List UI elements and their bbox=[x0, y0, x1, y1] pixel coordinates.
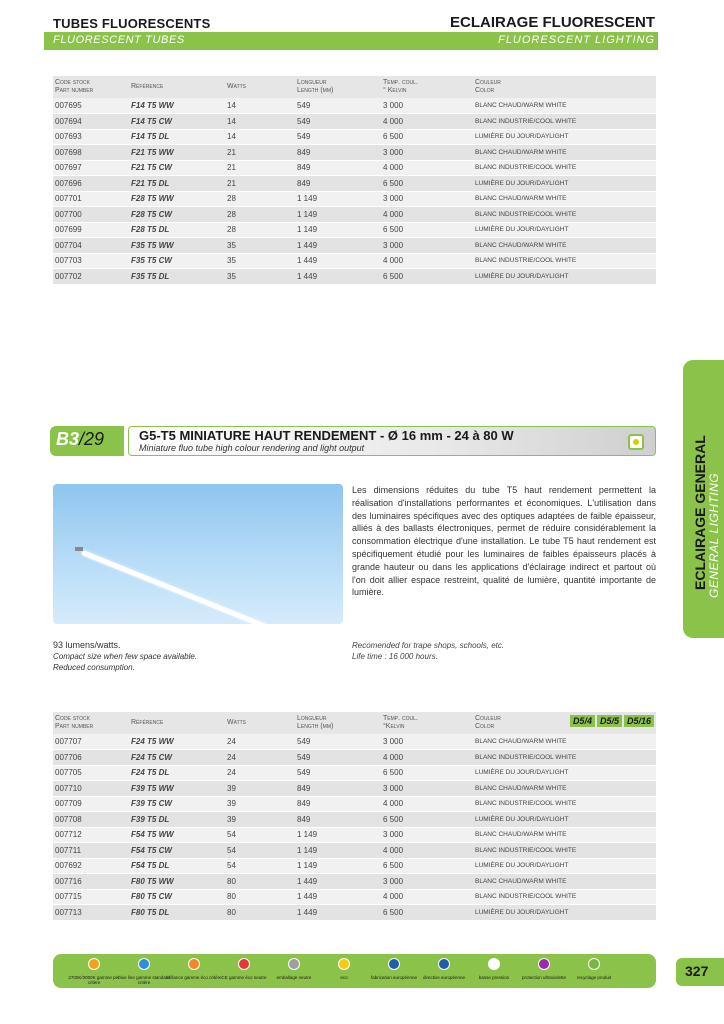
certification-icon bbox=[88, 958, 100, 970]
certification-icon bbox=[438, 958, 450, 970]
header-right-title: ECLAIRAGE FLUORESCENT bbox=[449, 14, 655, 31]
cell-color: LUMIÈRE DU JOUR/DAYLIGHT bbox=[473, 269, 656, 285]
cell-color: LUMIÈRE DU JOUR/DAYLIGHT bbox=[473, 812, 656, 828]
col-code-fr: Code stock bbox=[55, 715, 90, 722]
usage-line-1: Recomended for trape shops, schools, etc. bbox=[352, 641, 505, 650]
certification-label: eco bbox=[340, 975, 348, 980]
cell-watts: 35 bbox=[225, 269, 295, 285]
cell-color: LUMIÈRE DU JOUR/DAYLIGHT bbox=[473, 905, 656, 921]
cell-temp: 6 500 bbox=[381, 222, 473, 238]
cell-reference: F14 T5 WW bbox=[129, 98, 225, 114]
col-color bbox=[473, 712, 656, 734]
cell-temp: 6 500 bbox=[381, 858, 473, 874]
cell-temp: 6 500 bbox=[381, 129, 473, 145]
badge-d5-5: D5/5 bbox=[597, 715, 622, 727]
cell-code: 007709 bbox=[53, 796, 129, 812]
cell-length: 849 bbox=[295, 781, 381, 797]
table-row bbox=[53, 796, 656, 812]
col-watts: Watts bbox=[225, 76, 295, 98]
cell-code: 007710 bbox=[53, 781, 129, 797]
table-row bbox=[53, 812, 656, 828]
certification-icon bbox=[188, 958, 200, 970]
certification-label: CE gamme éco neutre bbox=[221, 975, 267, 980]
certification-label: 2700K/3000K gamme per critère bbox=[68, 975, 120, 985]
cell-watts: 28 bbox=[225, 222, 295, 238]
cell-code: 007698 bbox=[53, 145, 129, 161]
table-row bbox=[53, 843, 656, 859]
cell-length: 849 bbox=[295, 812, 381, 828]
header-left-title: TUBES FLUORESCENTS bbox=[53, 16, 211, 31]
certification-label: basse pression bbox=[478, 975, 510, 980]
badge-d5-4: D5/4 bbox=[570, 715, 595, 727]
usage-notes bbox=[352, 640, 504, 662]
side-tab-subtitle: GENERAL LIGHTING bbox=[707, 472, 721, 598]
cell-length: 1 149 bbox=[295, 858, 381, 874]
table-row bbox=[53, 734, 656, 750]
cell-watts: 21 bbox=[225, 160, 295, 176]
cell-color: BLANC INDUSTRIE/COOL WHITE bbox=[473, 750, 656, 766]
cell-length: 1 449 bbox=[295, 238, 381, 254]
cell-color: BLANC INDUSTRIE/COOL WHITE bbox=[473, 114, 656, 130]
col-color-en: Color bbox=[475, 87, 495, 94]
cell-reference: F39 T5 WW bbox=[129, 781, 225, 797]
certification-icon bbox=[138, 958, 150, 970]
cell-reference: F24 T5 WW bbox=[129, 734, 225, 750]
col-temp-fr: Temp. coul. bbox=[383, 715, 418, 722]
cell-color: BLANC INDUSTRIE/COOL WHITE bbox=[473, 160, 656, 176]
certification-label: emballage neutre bbox=[276, 975, 312, 980]
cell-temp: 3 000 bbox=[381, 781, 473, 797]
col-length-en: Length (mm) bbox=[297, 723, 334, 730]
table-row bbox=[53, 191, 656, 207]
cell-temp: 4 000 bbox=[381, 114, 473, 130]
cell-code: 007700 bbox=[53, 207, 129, 223]
cell-temp: 4 000 bbox=[381, 750, 473, 766]
col-temp bbox=[381, 76, 473, 98]
table-row bbox=[53, 269, 656, 285]
section-code bbox=[50, 426, 124, 456]
spec-table-t5-ho bbox=[53, 712, 656, 921]
certification-icon bbox=[288, 958, 300, 970]
cell-code: 007701 bbox=[53, 191, 129, 207]
cell-code: 007694 bbox=[53, 114, 129, 130]
cell-code: 007697 bbox=[53, 160, 129, 176]
table-header-row bbox=[53, 76, 656, 98]
cell-length: 849 bbox=[295, 176, 381, 192]
lumen-line-1: 93 lumens/watts. bbox=[53, 640, 121, 650]
spec-table-t5 bbox=[53, 76, 656, 285]
certification-icon bbox=[388, 958, 400, 970]
cell-length: 1 449 bbox=[295, 905, 381, 921]
cell-temp: 3 000 bbox=[381, 827, 473, 843]
cell-temp: 6 500 bbox=[381, 812, 473, 828]
col-length bbox=[295, 76, 381, 98]
cell-watts: 80 bbox=[225, 889, 295, 905]
cell-length: 1 449 bbox=[295, 269, 381, 285]
cell-temp: 3 000 bbox=[381, 238, 473, 254]
cell-reference: F80 T5 DL bbox=[129, 905, 225, 921]
certification-label: recyclage produit bbox=[576, 975, 612, 980]
table-row bbox=[53, 129, 656, 145]
cell-code: 007716 bbox=[53, 874, 129, 890]
lamp-base-icon bbox=[628, 434, 644, 450]
lumen-line-2: Compact size when few space available. bbox=[53, 652, 198, 661]
fluorescent-tube-image bbox=[81, 550, 315, 624]
table-row bbox=[53, 114, 656, 130]
col-watts: Watts bbox=[225, 712, 295, 734]
cell-temp: 6 500 bbox=[381, 765, 473, 781]
cell-color: BLANC INDUSTRIE/COOL WHITE bbox=[473, 253, 656, 269]
table-row bbox=[53, 160, 656, 176]
col-code-fr: Code stock bbox=[55, 79, 90, 86]
page-number: 327 bbox=[676, 958, 724, 986]
cell-code: 007711 bbox=[53, 843, 129, 859]
cell-code: 007713 bbox=[53, 905, 129, 921]
cell-reference: F54 T5 DL bbox=[129, 858, 225, 874]
certification-label: protection ultraviolette bbox=[521, 975, 567, 980]
cell-watts: 54 bbox=[225, 858, 295, 874]
cell-temp: 4 000 bbox=[381, 889, 473, 905]
usage-line-2: Life time : 16 000 hours. bbox=[352, 652, 438, 661]
cell-reference: F28 T5 DL bbox=[129, 222, 225, 238]
table-row bbox=[53, 765, 656, 781]
cell-code: 007692 bbox=[53, 858, 129, 874]
table-row bbox=[53, 750, 656, 766]
cell-color: BLANC INDUSTRIE/COOL WHITE bbox=[473, 207, 656, 223]
cell-watts: 54 bbox=[225, 827, 295, 843]
ballast-badges bbox=[568, 715, 654, 727]
cell-code: 007712 bbox=[53, 827, 129, 843]
cell-color: LUMIÈRE DU JOUR/DAYLIGHT bbox=[473, 858, 656, 874]
cell-color: BLANC CHAUD/WARM WHITE bbox=[473, 191, 656, 207]
certification-label: fabrication européenne bbox=[370, 975, 418, 980]
cell-length: 1 149 bbox=[295, 191, 381, 207]
section-title: G5-T5 MINIATURE HAUT RENDEMENT - Ø 16 mm - 24 à 80 W bbox=[139, 428, 514, 443]
cell-reference: F28 T5 WW bbox=[129, 191, 225, 207]
cell-reference: F35 T5 CW bbox=[129, 253, 225, 269]
col-length bbox=[295, 712, 381, 734]
cell-watts: 28 bbox=[225, 207, 295, 223]
lumen-line-3: Reduced consumption. bbox=[53, 663, 135, 672]
col-code-en: Part number bbox=[55, 723, 94, 730]
cell-color: BLANC CHAUD/WARM WHITE bbox=[473, 827, 656, 843]
cell-code: 007695 bbox=[53, 98, 129, 114]
cell-temp: 4 000 bbox=[381, 843, 473, 859]
cell-temp: 4 000 bbox=[381, 796, 473, 812]
cell-color: BLANC CHAUD/WARM WHITE bbox=[473, 781, 656, 797]
cell-watts: 24 bbox=[225, 734, 295, 750]
cell-watts: 21 bbox=[225, 145, 295, 161]
cell-temp: 3 000 bbox=[381, 734, 473, 750]
cell-reference: F21 T5 WW bbox=[129, 145, 225, 161]
cell-color: BLANC INDUSTRIE/COOL WHITE bbox=[473, 843, 656, 859]
section-code-number: /29 bbox=[79, 429, 105, 449]
cell-color: BLANC CHAUD/WARM WHITE bbox=[473, 98, 656, 114]
product-photo bbox=[53, 484, 343, 624]
table-row bbox=[53, 905, 656, 921]
table-row bbox=[53, 207, 656, 223]
cell-reference: F24 T5 CW bbox=[129, 750, 225, 766]
table-row bbox=[53, 145, 656, 161]
table-header-row bbox=[53, 712, 656, 734]
cell-watts: 80 bbox=[225, 874, 295, 890]
col-code bbox=[53, 712, 129, 734]
col-color-en: Color bbox=[475, 723, 495, 730]
col-code bbox=[53, 76, 129, 98]
cell-temp: 3 000 bbox=[381, 98, 473, 114]
col-temp-fr: Temp. coul. bbox=[383, 79, 418, 86]
cell-watts: 24 bbox=[225, 750, 295, 766]
section-code-letter: B3 bbox=[56, 429, 80, 449]
certification-icon bbox=[588, 958, 600, 970]
col-temp-en: °Kelvin bbox=[383, 723, 405, 730]
certification-icon bbox=[238, 958, 250, 970]
cell-temp: 3 000 bbox=[381, 874, 473, 890]
cell-temp: 6 500 bbox=[381, 269, 473, 285]
cell-color: LUMIÈRE DU JOUR/DAYLIGHT bbox=[473, 129, 656, 145]
cell-length: 549 bbox=[295, 750, 381, 766]
cell-length: 1 449 bbox=[295, 874, 381, 890]
table-row bbox=[53, 238, 656, 254]
cell-color: BLANC CHAUD/WARM WHITE bbox=[473, 145, 656, 161]
cell-temp: 4 000 bbox=[381, 160, 473, 176]
cell-reference: F14 T5 CW bbox=[129, 114, 225, 130]
cell-color: LUMIÈRE DU JOUR/DAYLIGHT bbox=[473, 222, 656, 238]
cell-length: 849 bbox=[295, 145, 381, 161]
cell-length: 549 bbox=[295, 765, 381, 781]
table-row bbox=[53, 222, 656, 238]
certification-label: brillance gamme éco critère bbox=[166, 975, 222, 980]
cell-watts: 14 bbox=[225, 129, 295, 145]
cell-reference: F35 T5 DL bbox=[129, 269, 225, 285]
cell-length: 549 bbox=[295, 129, 381, 145]
cell-temp: 3 000 bbox=[381, 145, 473, 161]
cell-color: LUMIÈRE DU JOUR/DAYLIGHT bbox=[473, 765, 656, 781]
cell-code: 007715 bbox=[53, 889, 129, 905]
col-length-fr: Longueur bbox=[297, 715, 327, 722]
side-tab-title: ECLAIRAGE GENERAL bbox=[692, 435, 708, 590]
cell-watts: 54 bbox=[225, 843, 295, 859]
cell-reference: F80 T5 WW bbox=[129, 874, 225, 890]
cell-watts: 80 bbox=[225, 905, 295, 921]
section-subtitle: Miniature fluo tube high colour rendering and light output bbox=[139, 443, 365, 453]
cell-watts: 35 bbox=[225, 253, 295, 269]
cell-code: 007696 bbox=[53, 176, 129, 192]
col-temp-en: ° Kelvin bbox=[383, 87, 407, 94]
cell-reference: F21 T5 DL bbox=[129, 176, 225, 192]
cell-reference: F80 T5 CW bbox=[129, 889, 225, 905]
cell-watts: 39 bbox=[225, 781, 295, 797]
cell-length: 849 bbox=[295, 160, 381, 176]
cell-watts: 14 bbox=[225, 98, 295, 114]
cell-code: 007708 bbox=[53, 812, 129, 828]
col-length-en: Length (mm) bbox=[297, 87, 334, 94]
lumen-notes bbox=[53, 640, 197, 673]
col-length-fr: Longueur bbox=[297, 79, 327, 86]
table-row bbox=[53, 874, 656, 890]
table-row bbox=[53, 253, 656, 269]
cell-color: BLANC CHAUD/WARM WHITE bbox=[473, 238, 656, 254]
cell-watts: 24 bbox=[225, 765, 295, 781]
cell-code: 007702 bbox=[53, 269, 129, 285]
header-left-subtitle: FLUORESCENT TUBES bbox=[53, 34, 185, 46]
cell-temp: 4 000 bbox=[381, 207, 473, 223]
cell-code: 007704 bbox=[53, 238, 129, 254]
product-description: Les dimensions réduites du tube T5 haut rendement permettent la réalisation d'installations performantes et économiques. L'utilisation dans des luminaires spécifiques avec des optiques adaptées de faible épaisseur, alliés à des ballasts électroniques, permet de réduire considérablement la consommation électrique d'une installation. Le tube T5 haut rendement est spécifiquement étudié pour les luminaires de faibles épaisseurs placés à grande hauteur ou dans les applications d'éclairage indirect et partout où l'on doit allier espace restreint, qualité de lumière, quantité importante de lumière. bbox=[352, 485, 656, 598]
header-right-subtitle: FLUORESCENT LIGHTING bbox=[498, 34, 655, 46]
cell-temp: 6 500 bbox=[381, 176, 473, 192]
cell-color: BLANC CHAUD/WARM WHITE bbox=[473, 874, 656, 890]
table-row bbox=[53, 98, 656, 114]
col-temp bbox=[381, 712, 473, 734]
cell-watts: 39 bbox=[225, 812, 295, 828]
cell-reference: F14 T5 DL bbox=[129, 129, 225, 145]
cell-reference: F39 T5 CW bbox=[129, 796, 225, 812]
cell-length: 1 449 bbox=[295, 889, 381, 905]
table-row bbox=[53, 858, 656, 874]
table-row bbox=[53, 827, 656, 843]
certification-icon bbox=[338, 958, 350, 970]
certification-label: blue line gamme standard critère bbox=[118, 975, 170, 985]
cell-reference: F24 T5 DL bbox=[129, 765, 225, 781]
tube-pin-left-icon bbox=[75, 547, 83, 551]
table-row bbox=[53, 176, 656, 192]
cell-code: 007706 bbox=[53, 750, 129, 766]
cell-color: BLANC INDUSTRIE/COOL WHITE bbox=[473, 889, 656, 905]
cell-code: 007693 bbox=[53, 129, 129, 145]
cell-color: BLANC CHAUD/WARM WHITE bbox=[473, 734, 656, 750]
cell-length: 1 149 bbox=[295, 827, 381, 843]
col-reference: Référence bbox=[129, 712, 225, 734]
cell-color: BLANC INDUSTRIE/COOL WHITE bbox=[473, 796, 656, 812]
cell-watts: 14 bbox=[225, 114, 295, 130]
cell-code: 007707 bbox=[53, 734, 129, 750]
col-color bbox=[473, 76, 656, 98]
cell-temp: 4 000 bbox=[381, 253, 473, 269]
cell-length: 1 149 bbox=[295, 222, 381, 238]
badge-d5-16: D5/16 bbox=[624, 715, 654, 727]
cell-code: 007703 bbox=[53, 253, 129, 269]
cell-code: 007705 bbox=[53, 765, 129, 781]
cell-watts: 21 bbox=[225, 176, 295, 192]
cell-code: 007699 bbox=[53, 222, 129, 238]
cell-length: 849 bbox=[295, 796, 381, 812]
certification-icon bbox=[538, 958, 550, 970]
cell-length: 549 bbox=[295, 114, 381, 130]
cell-watts: 39 bbox=[225, 796, 295, 812]
cell-temp: 6 500 bbox=[381, 905, 473, 921]
col-code-en: Part number bbox=[55, 87, 94, 94]
certification-label: directive européenne bbox=[422, 975, 466, 980]
cell-reference: F35 T5 WW bbox=[129, 238, 225, 254]
cell-length: 1 149 bbox=[295, 207, 381, 223]
cell-watts: 28 bbox=[225, 191, 295, 207]
cell-reference: F54 T5 WW bbox=[129, 827, 225, 843]
cell-temp: 3 000 bbox=[381, 191, 473, 207]
cell-watts: 35 bbox=[225, 238, 295, 254]
cell-color: LUMIÈRE DU JOUR/DAYLIGHT bbox=[473, 176, 656, 192]
col-color-fr: Couleur bbox=[475, 715, 501, 722]
cell-reference: F39 T5 DL bbox=[129, 812, 225, 828]
cell-length: 1 449 bbox=[295, 253, 381, 269]
cell-reference: F28 T5 CW bbox=[129, 207, 225, 223]
cell-length: 1 149 bbox=[295, 843, 381, 859]
col-color-fr: Couleur bbox=[475, 79, 501, 86]
table-row bbox=[53, 781, 656, 797]
col-reference: Référence bbox=[129, 76, 225, 98]
cell-reference: F21 T5 CW bbox=[129, 160, 225, 176]
certification-icon bbox=[488, 958, 500, 970]
cell-length: 549 bbox=[295, 734, 381, 750]
cell-length: 549 bbox=[295, 98, 381, 114]
table-row bbox=[53, 889, 656, 905]
cell-reference: F54 T5 CW bbox=[129, 843, 225, 859]
